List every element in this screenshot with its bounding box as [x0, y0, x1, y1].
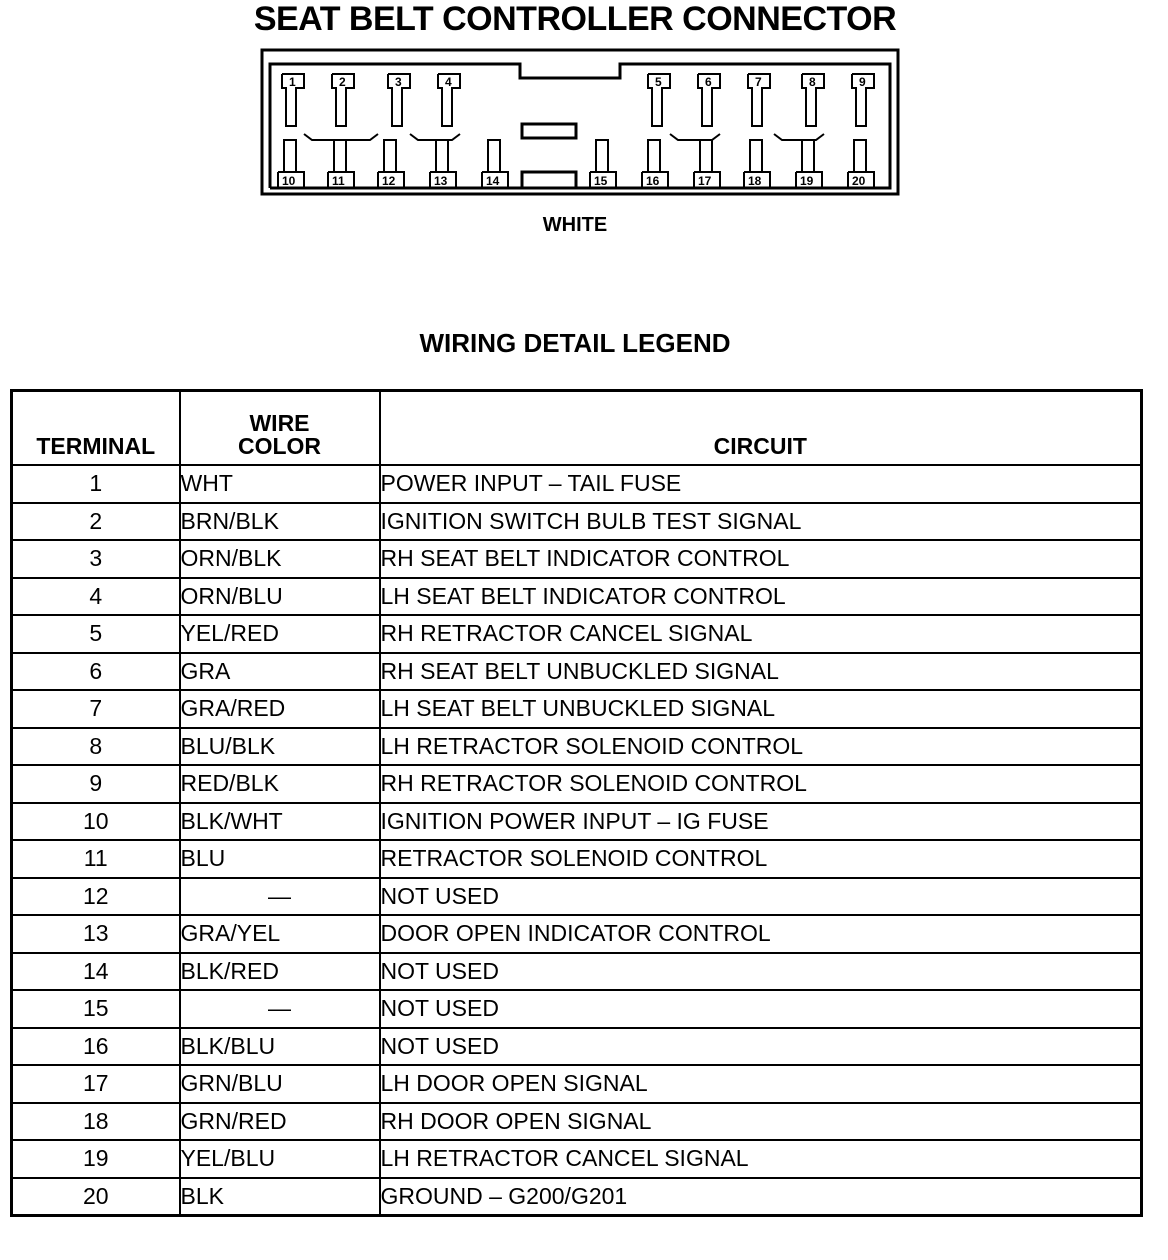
wire-color-cell: GRA	[180, 653, 380, 691]
pin-label: 17	[698, 174, 712, 188]
wire-color-cell: BLU	[180, 840, 380, 878]
pin-label: 10	[282, 174, 296, 188]
table-row	[12, 690, 1142, 728]
table-row	[12, 840, 1142, 878]
connector-rib	[410, 134, 460, 140]
terminal-cell: 2	[12, 503, 180, 541]
table-row	[12, 465, 1142, 503]
connector-key	[522, 124, 576, 138]
table-row	[12, 1028, 1142, 1066]
terminal-cell: 15	[12, 990, 180, 1028]
wire-color-cell: BLK/RED	[180, 953, 380, 991]
circuit-cell: RH RETRACTOR SOLENOID CONTROL	[380, 765, 1142, 803]
wire-color-cell: —	[180, 990, 380, 1028]
wire-color-cell: YEL/BLU	[180, 1140, 380, 1178]
table-row	[12, 878, 1142, 916]
terminal-cell: 12	[12, 878, 180, 916]
table-row	[12, 728, 1142, 766]
pin-label: 13	[434, 174, 448, 188]
wire-color-cell: BLK	[180, 1178, 380, 1216]
circuit-cell: NOT USED	[380, 878, 1142, 916]
wire-color-cell: BRN/BLK	[180, 503, 380, 541]
pin-label: 14	[486, 174, 500, 188]
terminal-cell: 18	[12, 1103, 180, 1141]
table-row	[12, 990, 1142, 1028]
wire-color-cell: ORN/BLK	[180, 540, 380, 578]
wire-color-cell: BLU/BLK	[180, 728, 380, 766]
circuit-cell: RH SEAT BELT UNBUCKLED SIGNAL	[380, 653, 1142, 691]
connector-color-label: WHITE	[542, 214, 608, 236]
wire-color-cell: —	[180, 878, 380, 916]
table-row	[12, 615, 1142, 653]
connector-rib	[670, 134, 720, 140]
pin-label: 20	[852, 174, 866, 188]
table-row	[12, 1103, 1142, 1141]
table-row	[12, 1140, 1142, 1178]
circuit-cell: DOOR OPEN INDICATOR CONTROL	[380, 915, 1142, 953]
circuit-cell: IGNITION SWITCH BULB TEST SIGNAL	[380, 503, 1142, 541]
header-terminal: TERMINAL	[12, 391, 180, 466]
circuit-cell: LH RETRACTOR CANCEL SIGNAL	[380, 1140, 1142, 1178]
table-row	[12, 953, 1142, 991]
circuit-cell: RH DOOR OPEN SIGNAL	[380, 1103, 1142, 1141]
terminal-cell: 17	[12, 1065, 180, 1103]
header-wire-color-line2: COLOR	[237, 433, 322, 459]
connector-rib	[774, 134, 824, 140]
wire-color-cell: BLK/WHT	[180, 803, 380, 841]
terminal-cell: 10	[12, 803, 180, 841]
table-row	[12, 915, 1142, 953]
table-row	[12, 540, 1142, 578]
terminal-cell: 19	[12, 1140, 180, 1178]
pin-label: 1	[289, 75, 296, 89]
pin-label: 4	[445, 75, 452, 89]
terminal-cell: 6	[12, 653, 180, 691]
pin-label: 19	[800, 174, 814, 188]
pin-label: 15	[594, 174, 608, 188]
pin-label: 8	[809, 75, 816, 89]
pin-label: 6	[705, 75, 712, 89]
table-row	[12, 653, 1142, 691]
terminal-cell: 7	[12, 690, 180, 728]
table-row	[12, 578, 1142, 616]
wire-color-cell: GRN/RED	[180, 1103, 380, 1141]
circuit-cell: LH SEAT BELT UNBUCKLED SIGNAL	[380, 690, 1142, 728]
terminal-cell: 1	[12, 465, 180, 503]
terminal-cell: 16	[12, 1028, 180, 1066]
circuit-cell: GROUND – G200/G201	[380, 1178, 1142, 1216]
connector-key	[522, 172, 576, 188]
circuit-cell: NOT USED	[380, 990, 1142, 1028]
wire-color-cell: GRA/RED	[180, 690, 380, 728]
terminal-cell: 20	[12, 1178, 180, 1216]
connector-rib	[304, 134, 378, 140]
circuit-cell: LH DOOR OPEN SIGNAL	[380, 1065, 1142, 1103]
circuit-cell: LH SEAT BELT INDICATOR CONTROL	[380, 578, 1142, 616]
circuit-cell: LH RETRACTOR SOLENOID CONTROL	[380, 728, 1142, 766]
pin-label: 11	[332, 174, 345, 188]
wire-color-cell: RED/BLK	[180, 765, 380, 803]
wire-color-cell: ORN/BLU	[180, 578, 380, 616]
table-row	[12, 765, 1142, 803]
pin-label: 7	[755, 75, 762, 89]
wire-color-cell: YEL/RED	[180, 615, 380, 653]
pin-label: 16	[646, 174, 660, 188]
table-header-row	[12, 391, 1142, 466]
circuit-cell: IGNITION POWER INPUT – IG FUSE	[380, 803, 1142, 841]
terminal-cell: 5	[12, 615, 180, 653]
terminal-cell: 3	[12, 540, 180, 578]
header-circuit: CIRCUIT	[380, 391, 1142, 466]
pin-label: 18	[748, 174, 762, 188]
header-wire-color-line1: WIRE	[249, 410, 310, 436]
circuit-cell: POWER INPUT – TAIL FUSE	[380, 465, 1142, 503]
terminal-cell: 8	[12, 728, 180, 766]
connector-inner-wall	[270, 64, 890, 188]
table-row	[12, 803, 1142, 841]
pin-label: 5	[655, 75, 662, 89]
terminal-cell: 9	[12, 765, 180, 803]
circuit-cell: RH RETRACTOR CANCEL SIGNAL	[380, 615, 1142, 653]
connector-face	[260, 48, 900, 198]
pin-label: 9	[859, 75, 866, 89]
table-row	[12, 1178, 1142, 1216]
pin-label: 12	[382, 174, 396, 188]
wire-color-cell: BLK/BLU	[180, 1028, 380, 1066]
pin-label: 3	[395, 75, 402, 89]
terminal-cell: 13	[12, 915, 180, 953]
terminal-cell: 4	[12, 578, 180, 616]
legend-title: WIRING DETAIL LEGEND	[419, 328, 731, 358]
wire-color-cell: WHT	[180, 465, 380, 503]
terminal-cell: 14	[12, 953, 180, 991]
table-row	[12, 503, 1142, 541]
circuit-cell: RETRACTOR SOLENOID CONTROL	[380, 840, 1142, 878]
circuit-cell: NOT USED	[380, 953, 1142, 991]
wire-color-cell: GRN/BLU	[180, 1065, 380, 1103]
pin-label: 2	[339, 75, 346, 89]
wire-color-cell: GRA/YEL	[180, 915, 380, 953]
circuit-cell: RH SEAT BELT INDICATOR CONTROL	[380, 540, 1142, 578]
wiring-legend-table	[10, 389, 1143, 1217]
table-row	[12, 1065, 1142, 1103]
header-wire-color	[180, 391, 380, 466]
diagram-title: SEAT BELT CONTROLLER CONNECTOR	[253, 0, 897, 38]
terminal-cell: 11	[12, 840, 180, 878]
circuit-cell: NOT USED	[380, 1028, 1142, 1066]
